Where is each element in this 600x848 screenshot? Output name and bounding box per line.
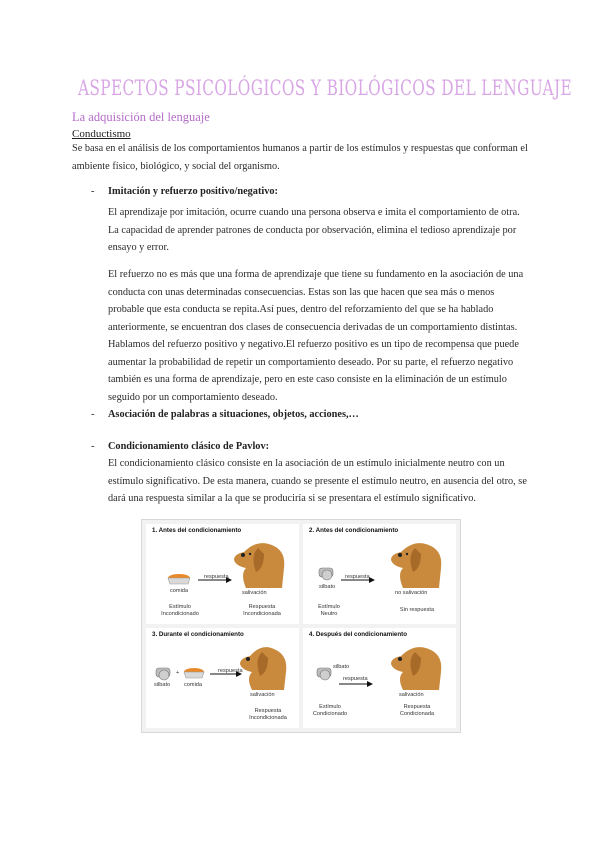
dog-label: salivación <box>242 590 267 596</box>
refuerzo-paragraph <box>108 266 538 406</box>
right-caption <box>236 604 288 617</box>
text-line: dará una respuesta similar a la que se produciría si se presentara el estímulo significativo. <box>108 493 476 504</box>
caption-line: Incondicionada <box>243 610 281 617</box>
obj2-label: comida <box>184 682 203 688</box>
bullet-heading-imitacion: Imitación y refuerzo positivo/negativo: <box>108 186 278 197</box>
panel-before-2 <box>303 524 456 624</box>
arrow-label: respuesta <box>345 574 370 580</box>
right-caption <box>391 607 443 614</box>
panel-heading: 2. Antes del condicionamiento <box>309 527 399 534</box>
text-line: Se basa en el análisis de los comportamientos humanos a partir de los estímulos y respuestas que conforman el <box>72 143 528 154</box>
arrow-label: respuesta <box>218 668 243 674</box>
text-line: ensayo y error. <box>108 242 169 253</box>
section-heading: La adquisición del lenguaje <box>72 110 210 124</box>
caption-line: Estímulo <box>318 604 340 610</box>
pavlov-paragraph <box>108 455 538 508</box>
text-line: El refuerzo no es más que una forma de aprendizaje que tiene su fundamento en la asociación de una <box>108 269 524 280</box>
imitacion-paragraph <box>108 204 538 257</box>
panel-heading: 1. Antes del condicionamiento <box>152 527 242 534</box>
bullet-heading-asociacion: Asociación de palabras a situaciones, objetos, acciones,… <box>108 409 359 420</box>
dog-icon <box>391 647 441 690</box>
caption-line: Incondicionado <box>161 610 199 617</box>
arrow-label: respuesta <box>204 574 229 580</box>
caption-line: Incondicionada <box>249 714 287 721</box>
dog-icon <box>391 543 441 588</box>
text-line: El condicionamiento clásico consiste en la asociación de un estímulo inicialmente neutro con un <box>108 458 505 469</box>
panel-before-1 <box>146 524 299 624</box>
subsection-heading: Conductismo <box>72 128 131 140</box>
dog-label: salivación <box>250 692 275 698</box>
whistle-icon <box>317 668 331 680</box>
text-line: también es una forma de aprendizaje, pero en este caso consiste en la eliminación de un estímulo <box>108 374 507 385</box>
text-line: La capacidad de aprender patrones de conducta por observación, elimina el tedioso aprendizaje por <box>108 224 517 236</box>
caption-line: Respuesta <box>403 704 431 710</box>
whistle-icon <box>156 668 170 680</box>
bullet-heading-pavlov: Condicionamiento clásico de Pavlov: <box>108 441 270 452</box>
left-caption <box>156 604 204 617</box>
intro-paragraph <box>72 140 542 175</box>
text-line: estímulo significativo. De esta manera, cuando se presente el estímulo neutro, en ausencia del otro, se <box>108 475 527 487</box>
caption-line: Respuesta <box>254 708 282 714</box>
caption-line: Neutro <box>320 610 338 617</box>
bullet-marker: - <box>91 409 95 420</box>
obj-label: silbato <box>333 664 350 670</box>
text-line: aumentar la probabilidad de repetir un comportamiento deseado. Por su parte, el refuerzo negativo <box>108 356 514 368</box>
caption-line: Sin respuesta <box>399 607 435 613</box>
right-caption <box>391 704 443 717</box>
text-line: El aprendizaje por imitación, ocurre cuando una persona observa e imita el comportamiento de otra. <box>108 207 520 218</box>
obj-label: silbato <box>154 682 171 688</box>
plus-sign: + <box>176 670 180 676</box>
text-line: Hablamos del refuerzo positivo y negativo.El refuerzo positivo es un tipo de recompensa que puede <box>108 339 519 350</box>
left-caption <box>307 704 353 717</box>
caption-line: Estímulo <box>319 704 341 710</box>
right-caption <box>242 708 294 721</box>
caption-line: Condicionada <box>399 710 435 717</box>
document-title: ASPECTOS PSICOLÓGICOS Y BIOLÓGICOS DEL LENGUAJE <box>78 76 573 100</box>
food-bowl-icon <box>168 574 190 584</box>
whistle-icon <box>319 568 333 580</box>
panel-heading: 4. Después del condicionamiento <box>309 631 407 638</box>
panel-heading: 3. Durante el condicionamiento <box>152 631 244 638</box>
caption-line: Estímulo <box>169 604 191 610</box>
bullet-marker: - <box>91 441 95 452</box>
obj-label: silbato <box>319 584 336 590</box>
dog-label: salivación <box>399 692 424 698</box>
text-line: anteriormente, se encuentran dos clases de consecuencia derivadas de un comportamiento distintas. <box>108 321 518 333</box>
caption-line: Respuesta <box>248 604 276 610</box>
text-line: ambiente físico, biológico, y social del organismo. <box>72 160 280 172</box>
text-line: probable que esta conducta se repita.Así pues, dentro del reforzamiento del que se ha hablado <box>108 304 494 315</box>
dog-label: no salivación <box>395 590 428 596</box>
food-bowl-icon <box>184 668 204 678</box>
dog-icon <box>234 543 284 588</box>
text-line: conducta con unas determinadas consecuencias. Estas son las que hacen que sea más o menos <box>108 286 495 298</box>
panel-after <box>303 628 456 728</box>
left-caption <box>309 604 349 617</box>
pavlov-diagram <box>141 519 461 733</box>
arrow-label: respuesta <box>343 676 368 682</box>
dog-icon <box>240 647 286 690</box>
panel-during <box>146 628 299 728</box>
text-line: seguido por un comportamiento deseado. <box>108 391 278 403</box>
caption-line: Condicionado <box>312 710 348 717</box>
bullet-marker: - <box>91 186 95 197</box>
obj-label: comida <box>170 588 189 594</box>
